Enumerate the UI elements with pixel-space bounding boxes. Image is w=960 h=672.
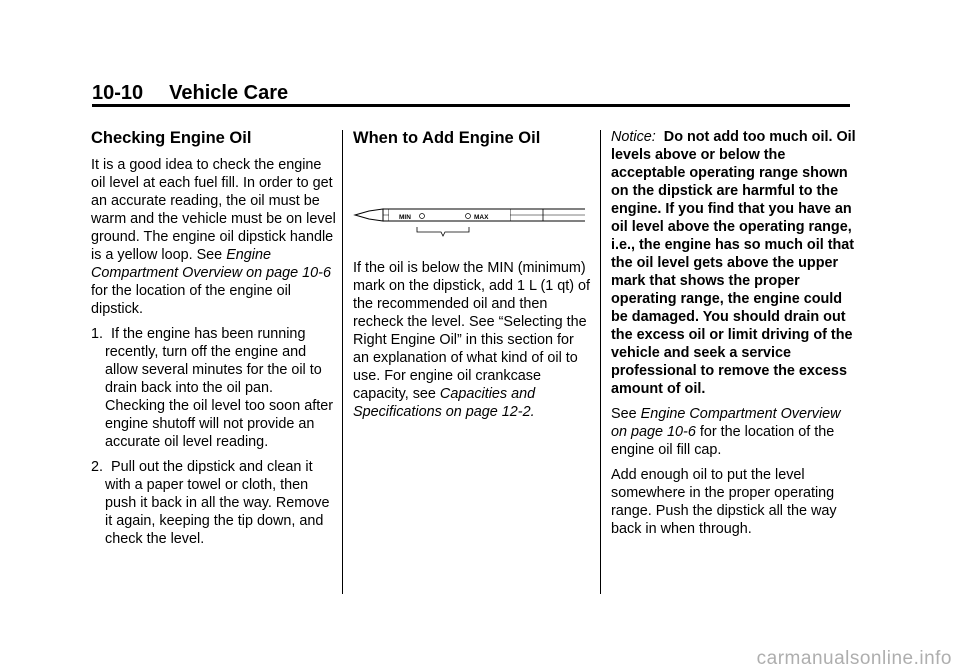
max-mark-circle [466, 214, 471, 219]
watermark-url[interactable]: carmanualsonline.info [756, 648, 952, 669]
column-2 [353, 128, 593, 428]
checking-steps-list [91, 325, 336, 548]
checking-engine-oil-heading: Checking Engine Oil [91, 129, 252, 147]
notice-paragraph [611, 128, 857, 398]
page-number: 10-10 [92, 82, 144, 104]
dipstick-tip [355, 209, 383, 221]
capacities-link[interactable]: Capacities and Specifications on page 12-2 [353, 386, 536, 420]
notice-text: Do not add too much oil. Oil levels above or below the acceptable operating range shown on the dipstick are harmful to the engine. If you find that you have an oil level above the operating range, i.e., the engine has so much oil that the oil level gets above the upper mark that shows the proper operating range, the engine could be damaged. You should drain out the excess oil or limit driving of the vehicle and seek a service professional to remove the excess amount of oil. [611, 129, 856, 397]
when-to-add-paragraph: If the oil is below the MIN (minimum) mark on the dipstick, add 1 L (1 qt) of the recommended oil and then recheck the level. See “Selecting the Right Engine Oil” in this section for an explanation of what kind of oil to use. For engine oil crankcase capacity, see Capacities and Specifications on page 12-2. [353, 260, 591, 420]
header-rule [92, 104, 850, 107]
column-divider-1 [342, 130, 343, 594]
max-mark-label: MAX [474, 214, 489, 221]
column-3 [611, 128, 857, 545]
checking-oil-intro: It is a good idea to check the engine oil level at each fuel fill. In order to get an accurate reading, the oil must be warm and the vehicle must be on level ground. The engine oil dipstick handle is a yellow loop. See Engine Compartment Overview on page 10-6 for the location of the engine oil dipstick. [91, 157, 336, 317]
step-item: 2. Pull out the dipstick and clean it with a paper towel or cloth, then push it back in all the way. Remove it again, keeping the tip down, and check the level. [91, 459, 330, 547]
page-header [92, 80, 288, 106]
column-divider-2 [600, 130, 601, 594]
step-item: 1. If the engine has been running recently, turn off the engine and allow several minutes for the oil to drain back into the oil pan. Checking the oil level too soon after engine shutoff will not provide an accurate oil level reading. [91, 326, 333, 450]
add-oil-paragraph: Add enough oil to put the level somewhere in the proper operating range. Push the dipstick all the way back in when through. [611, 467, 837, 537]
when-to-add-oil-heading: When to Add Engine Oil [353, 129, 541, 147]
notice-label: Notice: [611, 129, 656, 145]
engine-compartment-link[interactable]: Engine Compartment Overview on page 10-6 [91, 247, 331, 281]
operating-range-bracket [417, 227, 469, 236]
dipstick-illustration [353, 172, 585, 242]
section-title: Vehicle Care [169, 82, 289, 104]
engine-compartment-link-2[interactable]: Engine Compartment Overview on page 10-6 [611, 406, 841, 440]
min-mark-circle [420, 214, 425, 219]
min-mark-label: MIN [399, 214, 411, 221]
see-location-paragraph: See Engine Compartment Overview on page 10-6 for the location of the engine oil fill cap. [611, 406, 841, 458]
column-1 [91, 128, 336, 555]
